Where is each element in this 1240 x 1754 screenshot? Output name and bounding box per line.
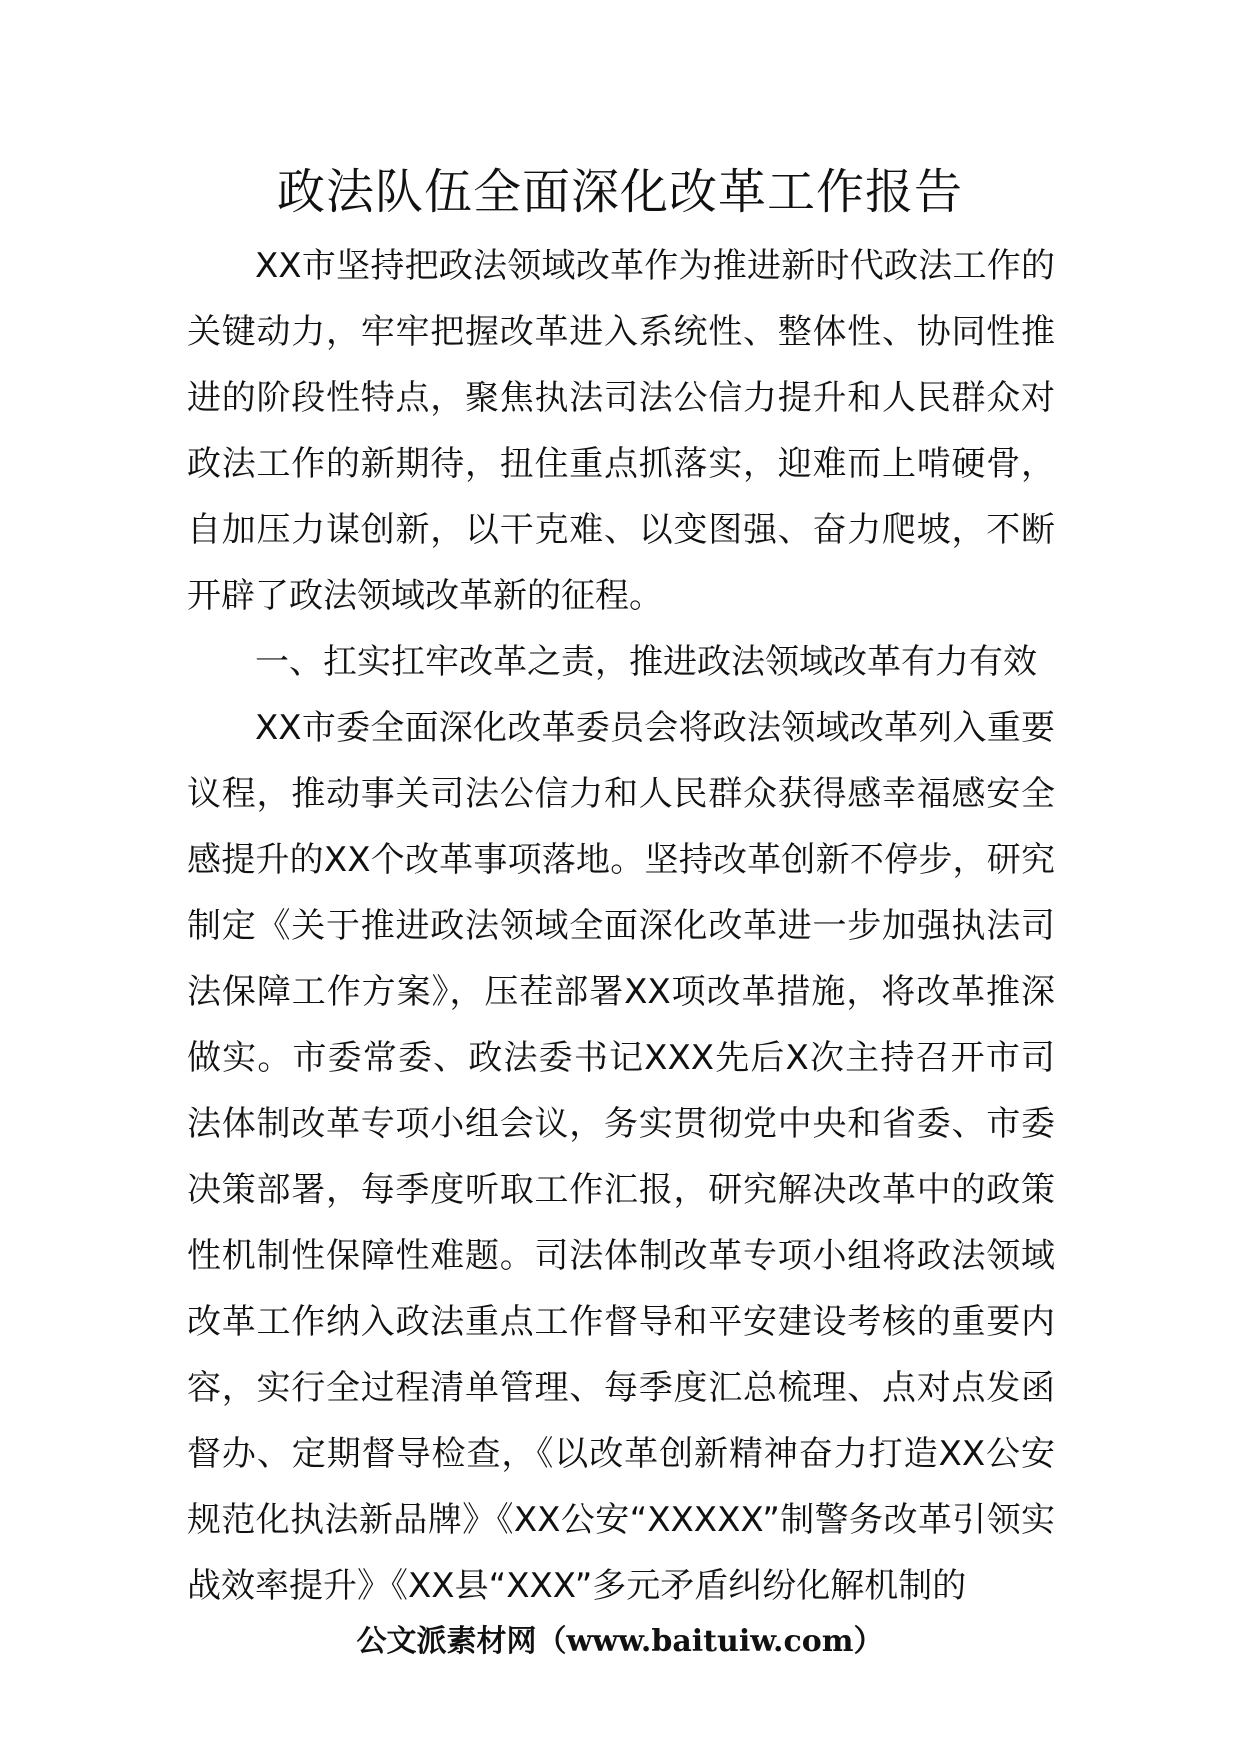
document-title: 政法队伍全面深化改革工作报告 [276,164,963,220]
paragraph-intro: XX市坚持把政法领域改革作为推进新时代政法工作的关键动力，牢牢把握改革进入系统性、整体性、协同性推进的阶段性特点，聚焦执法司法公信力提升和人民群众对政法工作的新期待，扭住重点抓落实，迎难而上啃硬骨，自加压力谋创新，以干克难、以变图强、奋力爬坡，不断开辟了政法领域改革新的征程。 [187,246,1055,616]
section-heading-1: 一、扛实扛牢改革之责，推进政法领域改革有力有效 [255,642,1037,682]
paragraph-section-1: XX市委全面深化改革委员会将政法领域改革列入重要议程，推动事关司法公信力和人民群众获得感幸福感安全感提升的XX个改革事项落地。坚持改革创新不停步，研究制定《关于推进政法领域全面深化改革进一步加强执法司法保障工作方案》，压茬部署XX项改革措施，将改革推深做实。市委常委、政法委书记XXX先后X次主持召开市司法体制改革专项小组会议，务实贯彻党中央和省委、市委决策部署，每季度听取工作汇报，研究解决改革中的政策性机制性保障性难题。司法体制改革专项小组将政法领域改革工作纳入政法重点工作督导和平安建设考核的重要内容，实行全过程清单管理、每季度汇总梳理、点对点发函督办、定期督导检查，《以改革创新精神奋力打造XX公安规范化执法新品牌》《XX公安“XXXXX”制警务改革引领实战效率提升》《XX县“XXX”多元矛盾纠纷化解机制的 [187,708,1055,1606]
document-body [187,233,1055,1619]
footer-watermark: 公文派素材网（www.baituiw.com） [356,1624,884,1659]
